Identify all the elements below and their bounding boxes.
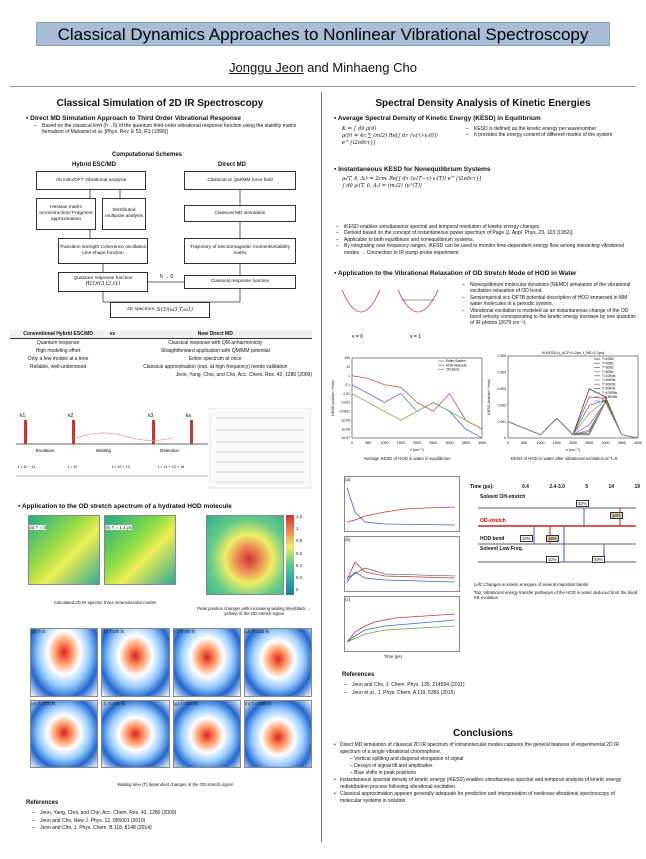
x-tick-label: 4000 bbox=[478, 441, 486, 445]
cmp-cell: Classical response with QM anharmonicity bbox=[168, 340, 263, 346]
ref-item: – Jeon, Yang, Choi, and Cho, Acc. Chem. Res. 42, 1280 (2009) bbox=[32, 810, 312, 818]
flow-caption-left: Left: Changes in kinetic energies of several important bands bbox=[474, 582, 589, 587]
s2-point: – By integrating over frequency ranges, iKESD can be used to monitor time-dependent energy flow among interacting vibrational modes → Connection to IR pump-probe experiment bbox=[336, 243, 636, 256]
x-tick-label: 4000 bbox=[634, 441, 642, 445]
band-ke-plots bbox=[338, 476, 464, 662]
x-tick-label: 1500 bbox=[396, 441, 405, 445]
wait-panel: (g) T=500 fs bbox=[173, 700, 241, 769]
ref-item: – Jeon et al., J. Phys. Chem. A 119, 5356 (2015) bbox=[344, 690, 634, 698]
colorbar bbox=[286, 515, 294, 595]
x-tick-label: 2000 bbox=[569, 441, 577, 445]
left-s1-heading: ▪ Direct MD Simulation Approach to Third Order Vibrational Response bbox=[26, 115, 316, 122]
conclusion-point-1: • Direct MD simulation of classical 2D IR spectrum of intramolecular modes captures the general features of experimental 2D IR spectrum of a single vibrational chromophore. bbox=[334, 742, 620, 755]
conclusions-title: Conclusions bbox=[452, 728, 513, 739]
time-header: Time (ps): bbox=[470, 484, 494, 490]
left-ref-title: References bbox=[26, 800, 59, 806]
conclusion-sub-1: – Vertical splitting and diagonal elongation of signal bbox=[350, 756, 464, 762]
stage-detection: Detection bbox=[160, 448, 180, 453]
wait-panel: (e) T=200 fs bbox=[30, 700, 98, 769]
y-tick-label: 0.001 bbox=[497, 419, 506, 424]
y-tick-label: 100 bbox=[344, 356, 350, 361]
box-transition: Transition strength Coherence oscillation Line shape function bbox=[58, 238, 148, 264]
legend-label: T=3000fs bbox=[602, 382, 616, 387]
box-trajectory: Trajectory of electromagnetic moments/stability matrix bbox=[184, 238, 296, 264]
legend-label: T=300fs bbox=[602, 365, 614, 370]
author-and: and bbox=[307, 60, 329, 75]
time-label-3: t = τ2 + τ3 bbox=[112, 464, 130, 469]
cmp-cell: Reliable, well-understood bbox=[30, 364, 87, 370]
band-plot-a-lines bbox=[345, 482, 459, 528]
cmp-head-vs: vs bbox=[106, 330, 118, 339]
quantum-response-symbol: R(3)(t3,t2,t1) bbox=[85, 281, 121, 288]
pulse-peaks bbox=[24, 420, 193, 444]
band-plot-b-lines bbox=[345, 542, 459, 588]
hbar-limit: ħ → 0 bbox=[160, 274, 174, 280]
chart-left-caption: Average KESD of HOD in water in equilibrium bbox=[363, 456, 451, 461]
quantum-response-label: Quantum response function bbox=[73, 275, 133, 281]
x-tick-label: 500 bbox=[365, 441, 372, 445]
right-ref-title: References bbox=[342, 672, 375, 678]
scheme-arrow-lines bbox=[90, 190, 240, 302]
scheme-col-direct: Direct MD bbox=[218, 162, 247, 168]
s1-point: – KESD is defined as the kinetic energy per wavenumber bbox=[466, 126, 636, 132]
pulse-k1: k1 bbox=[20, 413, 26, 419]
cb-tick: 0.8 bbox=[296, 538, 302, 544]
left-s1-text: – Based on the classical limit (ħ→0) of the quantum third-order vibrational response function using the stability matrix formalism of Mukamel et al. [Phys. Rev. E 53, R1 (1996)] bbox=[34, 123, 314, 136]
wait-caption: Waiting time (T) dependent changes of the OD stretch signal bbox=[117, 782, 233, 787]
stage-evolution: Evolution bbox=[36, 448, 55, 453]
pct-59: 59% bbox=[594, 557, 603, 562]
author-1: Jonggu Jeon bbox=[229, 60, 304, 75]
y-tick-label: 10 bbox=[346, 365, 350, 370]
header-divider bbox=[10, 86, 636, 87]
right-s1-heading: ▪ Average Spectral Density of Kinetic Energy (KESD) in Equilibrium bbox=[334, 115, 634, 122]
box-force-field: Classical or QM/MM force field bbox=[184, 171, 296, 190]
conclusion-sub-2: – Decays of signal tilt and amplitudes bbox=[350, 763, 433, 769]
y-tick-label: 0 bbox=[504, 436, 506, 441]
y-tick-label: 0.003 bbox=[497, 387, 506, 391]
time-value: 14 bbox=[608, 484, 615, 490]
s2-point: – Derived based on the concept of instantaneous power spectrum of Page [J. Appl. Phys. 23, 103 (1952)] bbox=[336, 230, 636, 236]
ikesd-equations: ρᵢ(T, ν̄, Δₜ) = 2cmᵢ Re[∫ dτ ⟨vᵢ(T−τ)·vᵢ(T)⟩ e^{i2πν̄cτ}] ∫ dν̄ ρᵢ(T, ν̄, Δₜ) = (mᵢ/2) ⟨vᵢ²(T)⟩ bbox=[342, 176, 482, 189]
scheme-title: Computational Schemes bbox=[112, 152, 183, 158]
s3-point: – Nonequilibrium molecular dynamics (NEMD) simulation of the vibrational excitation-relaxation of OD bond. bbox=[462, 282, 636, 295]
cmp-cell: Entire spectrum at once bbox=[188, 356, 242, 362]
conclusions-list bbox=[334, 742, 636, 805]
legend-label: Eq. bbox=[602, 399, 607, 404]
y-tick-label: 0.0001 bbox=[339, 409, 350, 414]
conclusion-point-2: • Instantaneous spectral density of kinetic energy (iKESD) enables simultaneous spectral and temporal analysis of kinetic energy redistribution process following vibrational excitation. bbox=[334, 777, 622, 790]
cb-tick: 0.4 bbox=[296, 562, 302, 568]
time-label-4: t = τ1 + τ2 + τ3 bbox=[158, 464, 185, 469]
cb-tick: 0.2 bbox=[296, 575, 302, 581]
chart-title: iII-KESD (t_ACF=0.2ps, t_NE=0.1ps) bbox=[541, 351, 605, 355]
time-label-2: t = τ2 bbox=[68, 464, 78, 469]
cmp-cell: Quantum response bbox=[36, 340, 80, 346]
scheme-arrows bbox=[30, 168, 310, 323]
wait-panel: (f) T=300 fs bbox=[101, 700, 169, 769]
scheme-col-hybrid: Hybrid ESC/MD bbox=[72, 162, 117, 168]
cmp-cell: Classical approximation (esp. at high frequency) needs validation bbox=[143, 364, 288, 370]
time-label-1: t = t1 − τ1 bbox=[18, 464, 36, 469]
x-axis-label: ν̄ (cm⁻¹) bbox=[410, 448, 424, 452]
panel-b-label: (b) T = 1.1 ps bbox=[105, 525, 132, 530]
legend-label: OD Bond bbox=[446, 367, 460, 372]
authors bbox=[0, 60, 646, 75]
y-tick-label: 0.002 bbox=[497, 403, 506, 408]
x-tick-label: 2500 bbox=[429, 441, 438, 445]
legend-label: T=15000fs bbox=[602, 395, 618, 399]
y-tick-label: 0.005 bbox=[497, 354, 506, 359]
cb-tick: 0 bbox=[296, 587, 299, 593]
band-plot-b bbox=[344, 536, 460, 592]
calc-caption: Calculated 2D IR spectra: three intramolecular modes bbox=[53, 600, 157, 605]
right-ref-list bbox=[344, 682, 634, 697]
panel-a-label: (a) T = 0 bbox=[29, 525, 46, 530]
right-s1-list bbox=[466, 126, 636, 139]
s1-point: – It provides the energy content of different modes of the system bbox=[466, 132, 636, 138]
label-v1: v = 1 bbox=[410, 334, 421, 340]
comparison-table bbox=[10, 330, 312, 378]
x-tick-label: 3500 bbox=[617, 441, 626, 445]
y-tick-label: 0.001 bbox=[341, 400, 350, 405]
column-divider bbox=[321, 92, 322, 842]
s3-point: – Vibrational excitation is modeled as an instantaneous change of the OD bond velocity corresponding to the kinetic energy increase by one quantum of IR photon (2679 cm⁻¹). bbox=[462, 308, 636, 327]
x-tick-label: 1000 bbox=[536, 441, 545, 445]
flow-solvent-oh: Solvent OH-stretch bbox=[480, 494, 526, 500]
legend-label: T=200fs bbox=[602, 361, 614, 366]
right-s2-list bbox=[336, 224, 636, 256]
x-tick-label: 500 bbox=[521, 441, 528, 445]
stage-waiting: Waiting bbox=[96, 448, 111, 453]
pct-19b: 19% bbox=[548, 536, 557, 541]
wait-panel: (h) T=1000 fs bbox=[244, 700, 312, 769]
legend-label: T=2000fs bbox=[602, 378, 616, 383]
cmp-row bbox=[10, 347, 312, 355]
box-distributed: Distributed multipole analysis bbox=[102, 198, 146, 230]
kesd-equation: K = ∫ dν̄ ρ(ν̄) ρ(ν̄) = 4c ∑ (m/2) Re[∫ dτ ⟨vᵢ(τ)·vᵢ(0)⟩ e^{i2πν̄cτ}] bbox=[342, 126, 438, 146]
2d-spectrum-label: 2D spectrum: bbox=[127, 307, 156, 313]
cmp-row bbox=[10, 339, 312, 348]
time-values bbox=[522, 484, 640, 490]
response-formulas bbox=[210, 408, 310, 488]
cb-tick: 1 bbox=[296, 526, 299, 532]
left-s1-list bbox=[34, 123, 314, 136]
conclusion-sub-3: – Blue shifts in peak positions bbox=[350, 770, 416, 776]
y-tick-label: 1 bbox=[348, 373, 350, 378]
well-v0 bbox=[342, 290, 380, 312]
cmp-cell: High modeling effort bbox=[35, 348, 81, 354]
band-plot-c bbox=[344, 596, 460, 652]
time-value: 2.4-3.0 bbox=[549, 484, 565, 490]
cmp-cell: Only a few modes at a time bbox=[27, 356, 89, 362]
x-tick-label: 0 bbox=[507, 441, 509, 445]
box-hessian: Hessian matrix reconstruction/ Fragment approximation bbox=[36, 198, 96, 230]
y-tick-label: 0.004 bbox=[497, 370, 506, 375]
conclusion-point-3: • Classical approximation appears generally adequate for prediction and interpretation of nonlinear vibrational spectroscopy of molecular systems in solution. bbox=[334, 791, 615, 804]
cmp-cell: Straightforward application with QM/MM potential bbox=[160, 348, 270, 354]
flow-caption-top: Top: Vibrational energy transfer pathways of the HOD in water deduced from the band KE evolution bbox=[474, 590, 638, 601]
legend-label: T=100fs bbox=[602, 357, 614, 362]
spectrum-panel-a bbox=[28, 515, 100, 585]
wait-panel: (a) T=0 bbox=[30, 628, 98, 697]
left-s2-heading: ▪ Application to the OD stretch spectrum of a hydrated HOD molecule bbox=[18, 503, 308, 510]
y-tick-label: 0.01 bbox=[343, 391, 350, 396]
x-tick-label: 3000 bbox=[445, 441, 454, 445]
right-s3-heading: ▪ Application to the Vibrational Relaxation of OD Stretch Mode of HOD in Water bbox=[334, 270, 634, 277]
ref-item: – Jeon and Cho, New J. Phys. 12, 065001 (2010) bbox=[32, 818, 312, 826]
pct-32: 32% bbox=[578, 501, 587, 506]
pct-19a: 19% bbox=[522, 536, 531, 541]
cb-tick: 0.6 bbox=[296, 550, 302, 556]
legend-label: T=500fs bbox=[602, 369, 614, 374]
s3-point: – Semiempirical scc-DFTB potential description of HOD immersed in MM water molecules in a periodic system. bbox=[462, 295, 636, 308]
spectrum-panel-b bbox=[104, 515, 176, 585]
cmp-row bbox=[10, 355, 312, 363]
cb-tick: 1.2 bbox=[296, 514, 302, 519]
box-ab-initio: Ab initio/DFT Vibrational analysis bbox=[36, 171, 146, 190]
pct-10: 10% bbox=[548, 557, 557, 562]
x-tick-label: 2000 bbox=[413, 441, 421, 445]
right-s2-heading: ▪ Instantaneous KESD for Nonequilibrium Systems bbox=[334, 166, 634, 173]
x-tick-label: 1500 bbox=[552, 441, 561, 445]
cmp-ref: Jeon, Yang, Choi, and Cho, Acc. Chem. Res. 42, 1280 (2009) bbox=[175, 372, 312, 378]
pulse-diagram bbox=[12, 408, 312, 490]
author-2: Minhaeng Cho bbox=[332, 60, 417, 75]
band-plot-xlabel: Time (ps) bbox=[384, 654, 402, 659]
box-classical-response: Classical response function bbox=[184, 275, 296, 289]
right-section-title: Spectral Density Analysis of Kinetic Energies bbox=[375, 98, 591, 109]
band-plot-a-label: (a) bbox=[345, 477, 351, 482]
x-tick-label: 0 bbox=[351, 441, 353, 445]
pulse-k3: k3 bbox=[148, 413, 154, 419]
x-axis-label: ν̄ (cm⁻¹) bbox=[566, 448, 580, 452]
band-plot-c-lines bbox=[345, 602, 459, 648]
waiting-time-grid bbox=[30, 628, 312, 778]
x-tick-label: 1000 bbox=[380, 441, 389, 445]
x-tick-label: 2500 bbox=[585, 441, 594, 445]
chart-right-caption: KESD of HOD in water after vibrational excitation at T=0 bbox=[510, 456, 618, 461]
x-tick-label: 3000 bbox=[601, 441, 610, 445]
left-section-title: Classical Simulation of 2D IR Spectroscopy bbox=[56, 98, 264, 109]
ref-item: – Jeon and Cho, J. Chem. Phys. 135, 214504 (2011) bbox=[344, 682, 634, 690]
band-plot-b-label: (b) bbox=[345, 537, 351, 542]
y-axis-label: KESD (kcal/cm⁻¹/mol) bbox=[331, 380, 335, 416]
ref-item: – Jeon and Cho, J. Phys. Chem. B 118, 8148 (2014) bbox=[32, 825, 312, 833]
y-tick-label: 1e-07 bbox=[341, 436, 350, 441]
y-axis-label: KESD (kcal/cm⁻¹/mol) bbox=[487, 379, 491, 415]
time-value: 5 bbox=[585, 484, 589, 490]
right-s3-list bbox=[462, 282, 636, 327]
cmp-row bbox=[10, 363, 312, 371]
potential-wells bbox=[336, 282, 460, 342]
pct-33: 33% bbox=[612, 513, 621, 518]
y-tick-label: 0.1 bbox=[345, 382, 350, 387]
legend-label: T=10000fs bbox=[602, 390, 618, 395]
s2-point: – iKESD enables simultaneous spectral and temporal resolution of kinetic energy changes. bbox=[336, 224, 636, 230]
peak-caption: Peak position changes with increasing waiting time(black → yellow) of the OD stretch signal bbox=[197, 606, 311, 617]
wait-panel: (c) T=40 fs bbox=[173, 628, 241, 697]
left-ref-list bbox=[32, 810, 312, 833]
legend-label: T=1000fs bbox=[602, 374, 616, 378]
well-v1 bbox=[398, 290, 438, 312]
cmp-head-right: New Direct MD bbox=[119, 330, 312, 339]
band-plot-a bbox=[344, 476, 460, 532]
wait-panel: (d) T=100 fs bbox=[244, 628, 312, 697]
label-v0: v = 0 bbox=[352, 334, 363, 340]
chart-excitation-kesd bbox=[486, 348, 642, 452]
colorbar-ticks bbox=[296, 514, 302, 592]
pulse-ks: ks bbox=[186, 413, 191, 419]
y-tick-label: 1e-05 bbox=[341, 418, 350, 423]
poster-title: Classical Dynamics Approaches to Nonlinear Vibrational Spectroscopy bbox=[36, 22, 610, 46]
time-value: 0.4 bbox=[522, 484, 529, 490]
time-value: 19 bbox=[634, 484, 640, 490]
y-tick-label: 1e-06 bbox=[341, 427, 350, 432]
pulse-k2: k2 bbox=[68, 413, 74, 419]
plot-frame bbox=[508, 356, 638, 438]
legend-label: HOD Molecule bbox=[446, 363, 467, 368]
box-md-simulation: Classical MD simulation bbox=[184, 205, 296, 222]
flow-od-stretch: OD-stretch bbox=[480, 518, 506, 524]
2d-spectrum-symbol: S(3)(ω3,T,ω1) bbox=[156, 306, 193, 313]
band-plot-c-label: (c) bbox=[345, 597, 351, 602]
flow-hod-bend: HOD bend bbox=[480, 536, 505, 542]
x-tick-label: 3500 bbox=[461, 441, 470, 445]
legend-label: T=5000fs bbox=[602, 386, 616, 391]
wait-panel: (b) T=20 fs bbox=[101, 628, 169, 697]
flow-solvent-low: Solvent Low Freq. bbox=[480, 546, 524, 552]
chart-equilibrium-kesd bbox=[330, 350, 486, 452]
peak-position-panel bbox=[206, 515, 284, 595]
legend-label: Entire System bbox=[446, 359, 466, 364]
s2-point: – Applicable to both equilibrium and nonequilibrium systems. bbox=[336, 237, 636, 243]
cmp-head-left: Conventional Hybrid ESC/MD bbox=[10, 330, 106, 339]
